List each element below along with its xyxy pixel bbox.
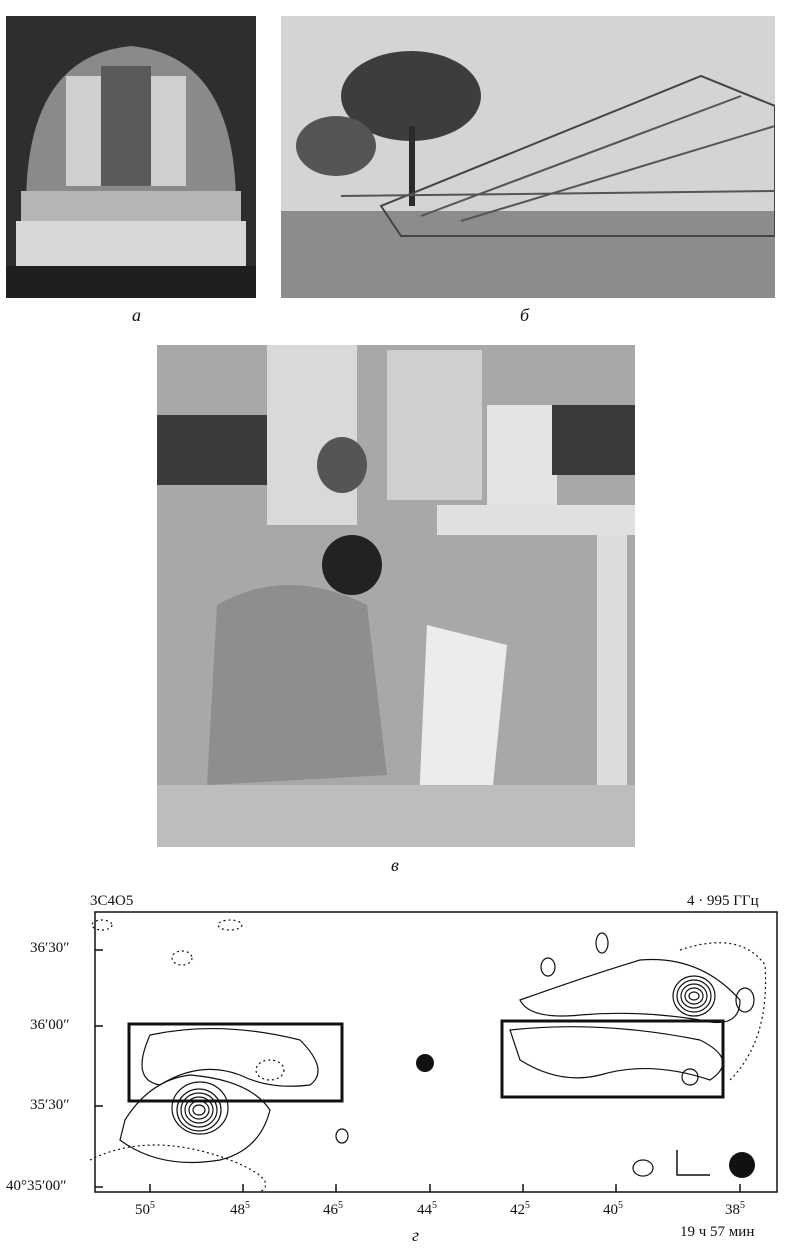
- dec-label-1: 36′30″: [30, 940, 70, 956]
- caption-a: а: [132, 305, 141, 325]
- ra-label-7: $38^5$: [725, 1200, 745, 1218]
- caption-v: в: [391, 855, 399, 875]
- ra-label-1: $50^5$: [135, 1200, 155, 1218]
- ra-label-6: $40^5$: [603, 1200, 623, 1218]
- ra-label-5: $42^5$: [510, 1200, 530, 1218]
- caption-b: б: [520, 305, 530, 325]
- scale-bar: [677, 1150, 710, 1175]
- left-box: [129, 1024, 342, 1101]
- ra-label-4: $44^5$: [417, 1200, 437, 1218]
- dec-label-4: 40°35′00″: [6, 1178, 67, 1194]
- dec-label-2: 36′00″: [30, 1017, 70, 1033]
- dec-label-3: 35′30″: [30, 1097, 70, 1113]
- beam-ellipse: [729, 1152, 755, 1178]
- right-lobe-contours: [510, 933, 754, 1176]
- left-lobe-contours: [120, 1029, 318, 1163]
- right-box: [502, 1021, 723, 1097]
- caption-g: г: [412, 1225, 420, 1245]
- ra-label-2: $48^5$: [230, 1200, 250, 1218]
- ra-unit-label: 19 ч 57 мин: [680, 1224, 755, 1240]
- frequency-label: 4 · 995 ГГц: [687, 893, 759, 909]
- source-label: 3C4O5: [90, 893, 134, 909]
- ra-label-3: $46^5$: [323, 1200, 343, 1218]
- core-dot: [416, 1054, 434, 1072]
